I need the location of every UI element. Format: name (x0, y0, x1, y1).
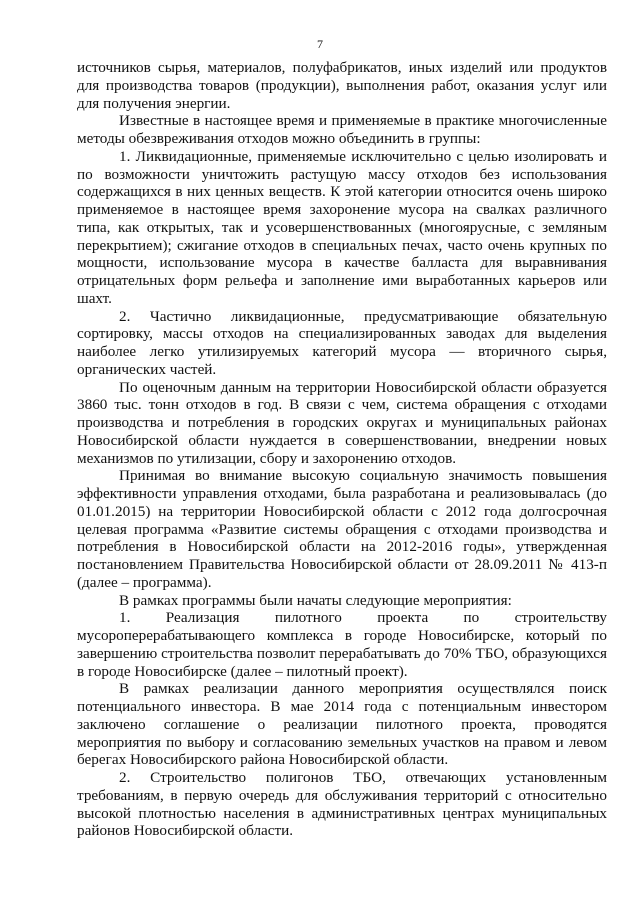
document-body (77, 59, 607, 840)
paragraph-methods-intro: Известные в настоящее время и применяемые в практике многочисленные методы обезвреживания отходов можно объединить в группы: (77, 112, 607, 147)
paragraph-waste-estimate: По оценочным данным на территории Новосибирской области образуется 3860 тыс. тонн отходов в год. В связи с чем, система обращения с отходами производства и потребления в городских округах и муниципальных районах Новосибирской области нуждается в совершенствовании, внедрении новых механизмов по утилизации, сбору и захоронению отходов. (77, 378, 607, 467)
paragraph-partial-liquidation: 2. Частично ликвидационные, предусматривающие обязательную сортировку, массы отходов на специализированных заводах для выделения наиболее легко утилизируемых категорий мусора — вторичного сырья, органических частей. (77, 307, 607, 378)
paragraph-investor-search: В рамках реализации данного мероприятия осуществлялся поиск потенциального инвестора. В мае 2014 года с потенциальным инвестором заключено соглашение о реализации пилотного проекта, проводятся мероприятия по выбору и согласованию земельных участков на правом и левом берегах Новосибирского района Новосибирской области. (77, 680, 607, 769)
paragraph-liquidation-methods: 1. Ликвидационные, применяемые исключительно с целью изолировать и по возможности уничтожить растущую массу отходов без использования содержащихся в них ценных веществ. К этой категории относится очень широко применяемое в настоящее время захоронение мусора на свалках различного типа, как открытых, так и усовершенствованных (многоярусные, с земляным перекрытием); сжигание отходов в специальных печах, часто очень крупных по мощности, использование мусора в качестве балласта для выравнивания отрицательных форм рельефа и заполнение ими выработанных карьеров или шахт. (77, 147, 607, 307)
page-number: 7 (317, 37, 323, 51)
paragraph-landfill-construction: 2. Строительство полигонов ТБО, отвечающих установленным требованиям, в первую очередь для обслуживания территорий с относительно высокой плотностью населения в административных центрах муниципальных районов Новосибирской области. (77, 769, 607, 840)
paragraph-pilot-project: 1. Реализация пилотного проекта по строительству мусороперерабатывающего комплекса в городе Новосибирске, который по завершению строительства позволит перерабатывать до 70% ТБО, образующихся в городе Новосибирске (далее – пилотный проект). (77, 609, 607, 680)
paragraph-measures-intro: В рамках программы были начаты следующие мероприятия: (119, 591, 512, 609)
paragraph-target-program: Принимая во внимание высокую социальную значимость повышения эффективности управления отходами, была разработана и реализовывалась (до 01.01.2015) на территории Новосибирской области с 2012 года долгосрочная целевая программа «Развитие системы обращения с отходами производства и потребления в Новосибирской области на 2012-2016 годы», утвержденная постановлением Правительства Новосибирской области от 28.09.2011 № 413-п (далее – программа). (77, 467, 607, 591)
paragraph-continuation: источников сырья, материалов, полуфабрикатов, иных изделий или продуктов для производства товаров (продукции), выполнения работ, оказания услуг или для получения энергии. (77, 59, 607, 112)
